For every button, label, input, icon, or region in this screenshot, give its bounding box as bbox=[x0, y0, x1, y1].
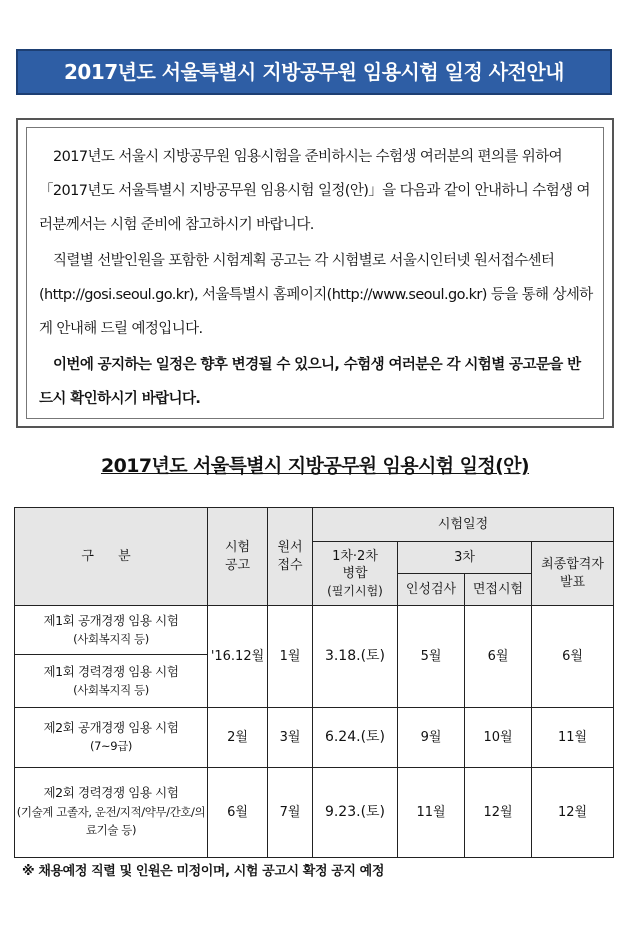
header-final: 최종합격자 발표 bbox=[532, 542, 614, 606]
header-round12-sub: (필기시험) bbox=[327, 583, 383, 598]
row2-aptitude: 9월 bbox=[398, 708, 465, 768]
row1-sub-a: (사회복지직 등) bbox=[73, 631, 149, 646]
row2-apply: 3월 bbox=[268, 708, 313, 768]
notice-paragraph-2: 직렬별 선발인원을 포함한 시험계획 공고는 각 시험별로 서울시인터넷 원서접수센터(http://gosi.seoul.go.kr), 서울특별시 홈페이지(http://www.seoul.go.kr) 등을 통해 상세하게 안내해 드릴 예정입니다. bbox=[39, 253, 593, 337]
row1-interview: 6월 bbox=[465, 606, 532, 708]
header-interview: 면접시험 bbox=[465, 574, 532, 606]
row3-sub: (기술계 고졸자, 운전/지적/약무/간호/의료기술 등) bbox=[16, 805, 206, 837]
header-apply: 원서접수 bbox=[268, 508, 313, 606]
schedule-table bbox=[14, 507, 614, 858]
header-round3: 3차 bbox=[398, 542, 532, 574]
row1-aptitude: 5월 bbox=[398, 606, 465, 708]
row3-apply: 7월 bbox=[268, 768, 313, 858]
row3-name: 제2회 경력경쟁 임용 시험 bbox=[43, 785, 179, 801]
row2-sub: (7~9급) bbox=[90, 739, 132, 754]
row2-final: 11월 bbox=[532, 708, 614, 768]
header-round12-label: 1차·2차 병합 bbox=[332, 548, 378, 582]
row3-category bbox=[15, 768, 208, 858]
notice-paragraph-3: 이번에 공지하는 일정은 향후 변경될 수 있으니, 수험생 여러분은 각 시험별 공고문을 반드시 확인하시기 바랍니다. bbox=[39, 357, 581, 407]
schedule-title bbox=[0, 451, 630, 478]
header-round12 bbox=[313, 542, 398, 606]
header-exam-schedule: 시험일정 bbox=[313, 508, 614, 542]
footnote: ※ 채용예정 직렬 및 인원은 미정이며, 시험 공고시 확정 공지 예정 bbox=[22, 864, 384, 879]
schedule-title-text: 2017년도 서울특별시 지방공무원 임용시험 일정(안) bbox=[100, 455, 530, 477]
row1-category-a bbox=[15, 606, 208, 655]
row1-written: 3.18.(토) bbox=[313, 606, 398, 708]
page-banner: 2017년도 서울특별시 지방공무원 임용시험 일정 사전안내 bbox=[16, 49, 612, 95]
header-aptitude: 인성검사 bbox=[398, 574, 465, 606]
row3-aptitude: 11월 bbox=[398, 768, 465, 858]
row1-name-a: 제1회 공개경쟁 임용 시험 bbox=[43, 612, 179, 628]
notice-inner bbox=[26, 127, 604, 419]
row2-category bbox=[15, 708, 208, 768]
notice-paragraph-1: 2017년도 서울시 지방공무원 임용시험을 준비하시는 수험생 여러분의 편의를 위하여 「2017년도 서울특별시 지방공무원 임용시험 일정(안)」을 다음과 같이 안내하니 수험생 여러분께서는 시험 준비에 참고하시기 바랍니다. bbox=[39, 149, 590, 233]
header-category: 구 분 bbox=[15, 508, 208, 606]
row1-announce: '16.12월 bbox=[208, 606, 268, 708]
notice-box bbox=[16, 118, 614, 428]
row2-announce: 2월 bbox=[208, 708, 268, 768]
row3-written: 9.23.(토) bbox=[313, 768, 398, 858]
row3-announce: 6월 bbox=[208, 768, 268, 858]
row1-apply: 1월 bbox=[268, 606, 313, 708]
row2-interview: 10월 bbox=[465, 708, 532, 768]
row3-interview: 12월 bbox=[465, 768, 532, 858]
row1-category-b bbox=[15, 655, 208, 708]
row3-final: 12월 bbox=[532, 768, 614, 858]
row1-final: 6월 bbox=[532, 606, 614, 708]
row1-name-b: 제1회 경력경쟁 임용 시험 bbox=[43, 663, 179, 679]
row1-sub-b: (사회복지직 등) bbox=[73, 682, 149, 697]
row2-name: 제2회 공개경쟁 임용 시험 bbox=[43, 720, 179, 736]
row2-written: 6.24.(토) bbox=[313, 708, 398, 768]
header-announce: 시험공고 bbox=[208, 508, 268, 606]
